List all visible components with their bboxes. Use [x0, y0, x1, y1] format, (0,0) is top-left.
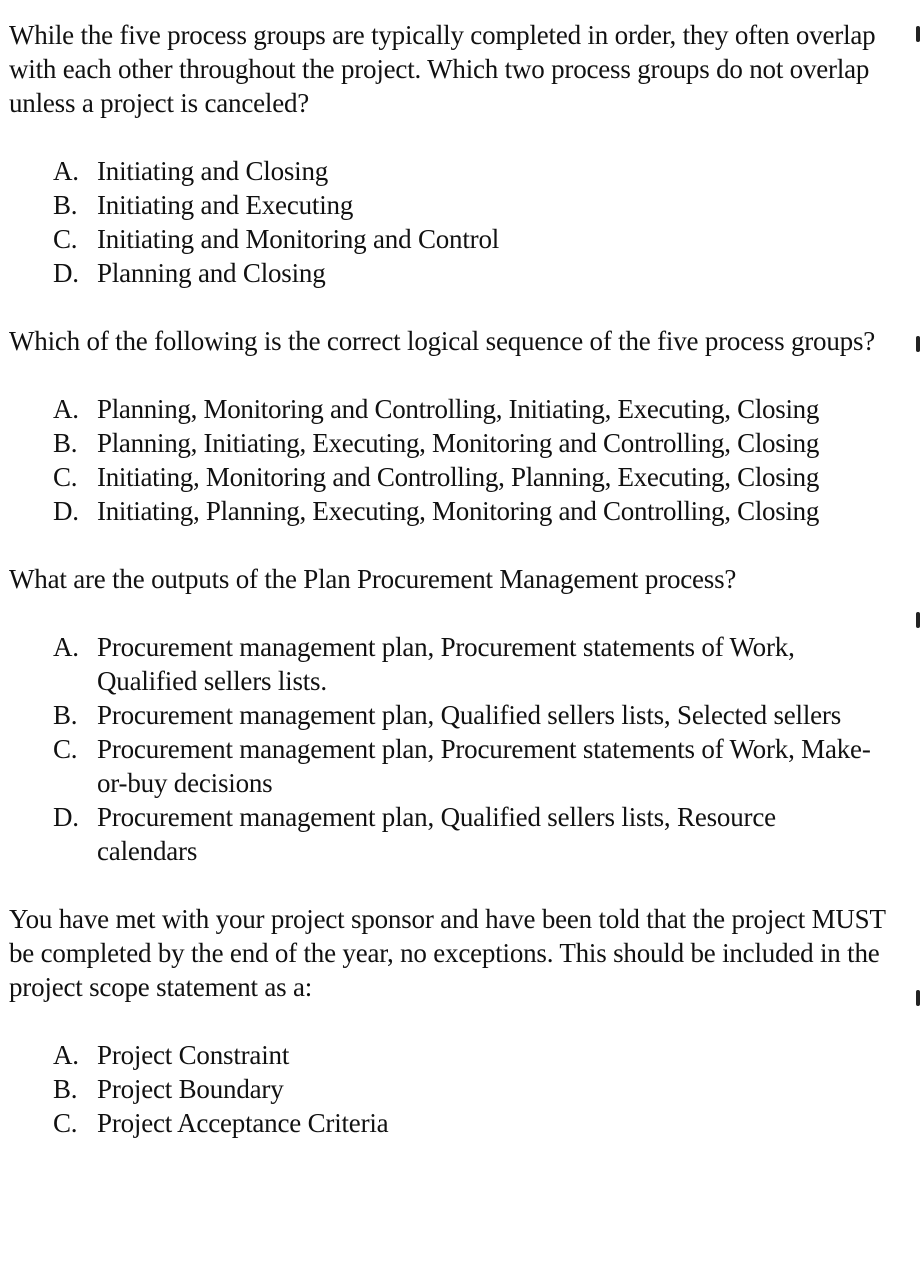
option-text: Project Acceptance Criteria: [97, 1108, 389, 1138]
option-letter: D.: [53, 802, 79, 832]
question-4-option-b[interactable]: [9, 1072, 909, 1106]
question-2-option-d[interactable]: [9, 494, 909, 528]
option-text: Initiating, Planning, Executing, Monitoring and Controlling, Closing: [97, 496, 820, 526]
question-2-option-a[interactable]: [9, 392, 909, 426]
question-1: [9, 18, 909, 290]
option-letter: C.: [53, 462, 78, 492]
option-letter: A.: [53, 1040, 79, 1070]
question-1-option-b[interactable]: [9, 188, 909, 222]
question-1-text: While the five process groups are typically completed in order, they often overlap with each other throughout the project. Which two process groups do not overlap unless a project is canceled?: [9, 20, 876, 118]
option-text: Project Constraint: [97, 1040, 290, 1070]
question-3-text: What are the outputs of the Plan Procurement Management process?: [9, 564, 737, 594]
question-3-option-d[interactable]: [9, 800, 879, 868]
question-1-option-d[interactable]: [9, 256, 909, 290]
option-letter: B.: [53, 700, 78, 730]
question-1-option-a[interactable]: [9, 154, 909, 188]
option-text: Procurement management plan, Procurement statements of Work, Qualified sellers lists.: [97, 632, 795, 696]
question-2-options: [9, 392, 909, 528]
option-text: Initiating and Executing: [97, 190, 354, 220]
option-text: Project Boundary: [97, 1074, 284, 1104]
option-letter: B.: [53, 1074, 78, 1104]
question-4: [9, 902, 909, 1140]
question-2-text: Which of the following is the correct logical sequence of the five process groups?: [9, 326, 876, 356]
option-text: Initiating and Closing: [97, 156, 329, 186]
question-2-option-b[interactable]: [9, 426, 909, 460]
option-letter: A.: [53, 394, 79, 424]
option-letter: C.: [53, 224, 78, 254]
question-4-option-c[interactable]: [9, 1106, 909, 1140]
document-page: [9, 18, 909, 1140]
question-2: [9, 324, 909, 528]
option-letter: B.: [53, 190, 78, 220]
option-letter: D.: [53, 496, 79, 526]
question-2-option-c[interactable]: [9, 460, 909, 494]
option-letter: A.: [53, 156, 79, 186]
option-text: Procurement management plan, Qualified sellers lists, Resource calendars: [97, 802, 776, 866]
option-letter: B.: [53, 428, 78, 458]
question-1-option-c[interactable]: [9, 222, 909, 256]
question-4-option-a[interactable]: [9, 1038, 909, 1072]
option-text: Procurement management plan, Procurement statements of Work, Make-or-buy decisions: [97, 734, 871, 798]
question-3-option-c[interactable]: [9, 732, 879, 800]
option-text: Planning, Monitoring and Controlling, Initiating, Executing, Closing: [97, 394, 820, 424]
option-text: Procurement management plan, Qualified sellers lists, Selected sellers: [97, 700, 842, 730]
option-letter: A.: [53, 632, 79, 662]
option-letter: C.: [53, 1108, 78, 1138]
question-3-option-a[interactable]: [9, 630, 879, 698]
question-1-options: [9, 154, 909, 290]
edge-mark: [916, 26, 920, 42]
question-3: [9, 562, 909, 868]
question-3-option-b[interactable]: [9, 698, 879, 732]
option-text: Initiating and Monitoring and Control: [97, 224, 500, 254]
edge-mark: [916, 990, 920, 1006]
edge-mark: [916, 612, 920, 628]
option-text: Planning, Initiating, Executing, Monitoring and Controlling, Closing: [97, 428, 820, 458]
edge-mark: [916, 336, 920, 352]
option-letter: C.: [53, 734, 78, 764]
option-text: Planning and Closing: [97, 258, 326, 288]
question-4-text: You have met with your project sponsor and have been told that the project MUST be completed by the end of the year, no exceptions. This should be included in the project scope statement as a:: [9, 904, 886, 1002]
question-3-options: [9, 630, 879, 868]
option-letter: D.: [53, 258, 79, 288]
option-text: Initiating, Monitoring and Controlling, Planning, Executing, Closing: [97, 462, 820, 492]
question-4-options: [9, 1038, 909, 1140]
